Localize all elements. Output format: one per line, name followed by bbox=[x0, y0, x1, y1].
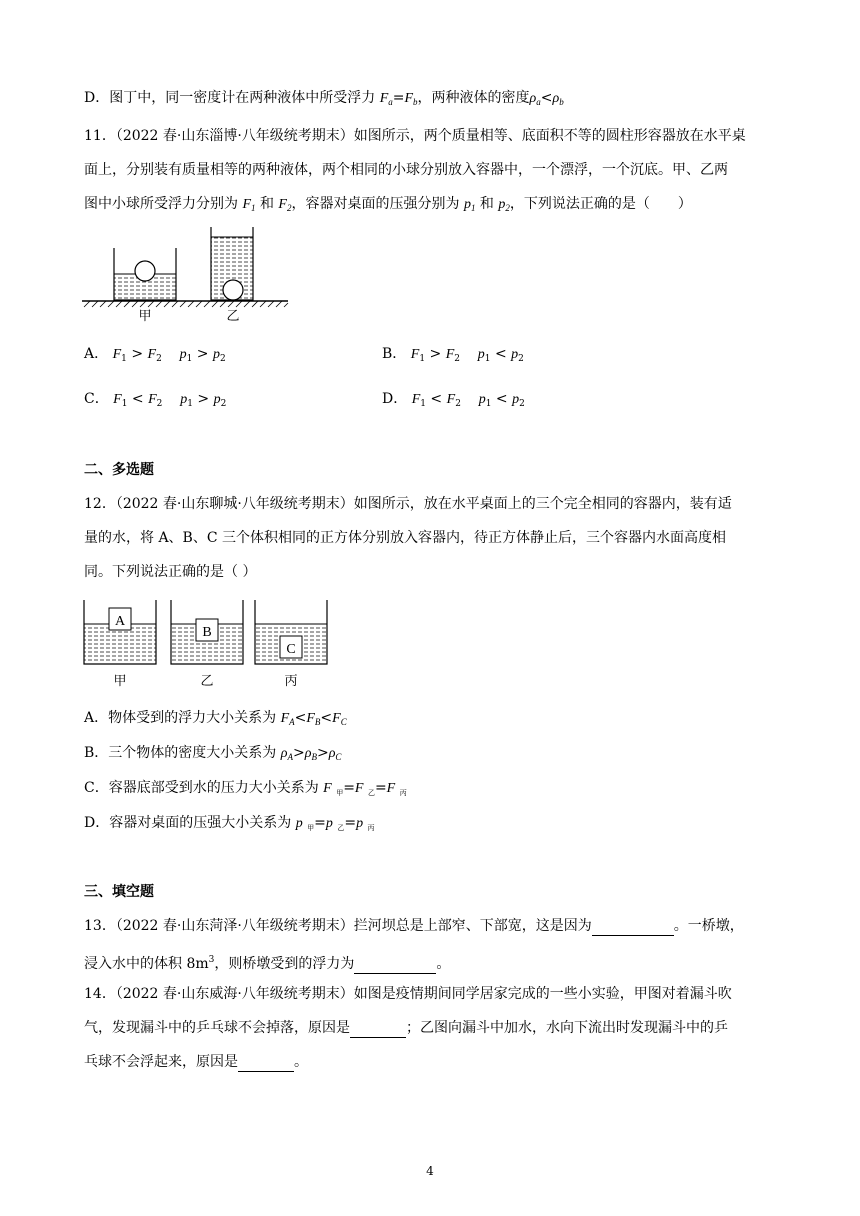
q14-blank-1[interactable] bbox=[350, 1022, 406, 1038]
q13-blank-1[interactable] bbox=[592, 920, 674, 936]
q14-line2: 气，发现漏斗中的乒乓球不会掉落，原因是 ；乙图向漏斗中加水，水向下流出时发现漏斗中的乒 bbox=[84, 1020, 728, 1036]
q11-stem-line3: 图中小球所受浮力分别为 $F_1$ 和 $F_2$，容器对桌面的压强分别为 $p_1$ 和 $p_2$，下列说法正确的是（ ） bbox=[84, 196, 692, 213]
q14-blank-2[interactable] bbox=[238, 1056, 294, 1072]
q12-option-a[interactable]: A．物体受到的浮力大小关系为 $F_A<F_B<F_C$ bbox=[84, 710, 347, 727]
cube-c-label: C bbox=[286, 642, 296, 657]
section-title-fill-blank: 三、填空题 bbox=[84, 884, 154, 900]
floating-ball bbox=[135, 261, 155, 281]
q12-stem-line3: 同。下列说法正确的是（ ） bbox=[84, 564, 257, 580]
q14-line3: 乓球不会浮起来，原因是 。 bbox=[84, 1054, 308, 1070]
q12-option-b[interactable]: B．三个物体的密度大小关系为 $\rho_A>\rho_B>\rho_C$ bbox=[84, 745, 342, 762]
q12-figure bbox=[82, 598, 332, 690]
fig-label-jia: 甲 bbox=[138, 308, 152, 323]
sunk-ball bbox=[223, 280, 243, 300]
section-title-multi-choice: 二、多选题 bbox=[84, 462, 154, 478]
q11-option-a[interactable]: A． $F_1 > F_2$ $p_1 > p_2$ bbox=[84, 346, 226, 364]
fig-label-bing: 丙 bbox=[284, 673, 298, 688]
q11-option-c[interactable]: C． $F_1 < F_2$ $p_1 > p_2$ bbox=[84, 391, 227, 409]
q13-blank-2[interactable] bbox=[354, 958, 436, 974]
fig-label-jia: 甲 bbox=[113, 673, 127, 688]
q10-option-d: D．图丁中，同一密度计在两种液体中所受浮力 $F_a=F_b$，两种液体的密度$\rho_a<\rho_b$ bbox=[84, 90, 564, 107]
q11-stem-line1: 11．（2022 春·山东淄博·八年级统考期末）如图所示，两个质量相等、底面积不等的圆柱形容器放在水平桌 bbox=[84, 128, 746, 144]
fig-label-yi: 乙 bbox=[226, 308, 240, 323]
cube-a-label: A bbox=[114, 614, 126, 629]
q12-option-d[interactable]: D．容器对桌面的压强大小关系为 p $_甲$=p $_乙$=p $_丙$ bbox=[84, 815, 375, 832]
q13-line2: 浸入水中的体积 $8m^3$，则桥墩受到的浮力为 。 bbox=[84, 955, 451, 972]
q11-option-b[interactable]: B． $F_1 > F_2$ $p_1 < p_2$ bbox=[382, 346, 524, 364]
q11-figure bbox=[82, 224, 292, 324]
q12-stem-line2: 量的水，将 A、B、C 三个体积相同的正方体分别放入容器内，待正方体静止后，三个容器内水面高度相 bbox=[84, 530, 727, 546]
fig-label-yi: 乙 bbox=[200, 673, 214, 688]
q12-option-c[interactable]: C．容器底部受到水的压力大小关系为 F $_甲$=F $_乙$=F $_丙$ bbox=[84, 780, 407, 797]
cube-b-label: B bbox=[202, 625, 212, 640]
page-number: 4 bbox=[426, 1164, 434, 1178]
q11-stem-line2: 面上，分别装有质量相等的两种液体，两个相同的小球分别放入容器中，一个漂浮，一个沉底。甲、乙两 bbox=[84, 162, 728, 178]
q14-line1: 14．（2022 春·山东威海·八年级统考期末）如图是疫情期间同学居家完成的一些小实验，甲图对着漏斗吹 bbox=[84, 986, 732, 1002]
q13-line1: 13．（2022 春·山东菏泽·八年级统考期末）拦河坝总是上部窄、下部宽，这是因为 。一桥墩， bbox=[84, 918, 744, 934]
q12-stem-line1: 12．（2022 春·山东聊城·八年级统考期末）如图所示，放在水平桌面上的三个完全相同的容器内，装有适 bbox=[84, 496, 732, 512]
q11-option-d[interactable]: D． $F_1 < F_2$ $p_1 < p_2$ bbox=[382, 391, 525, 409]
